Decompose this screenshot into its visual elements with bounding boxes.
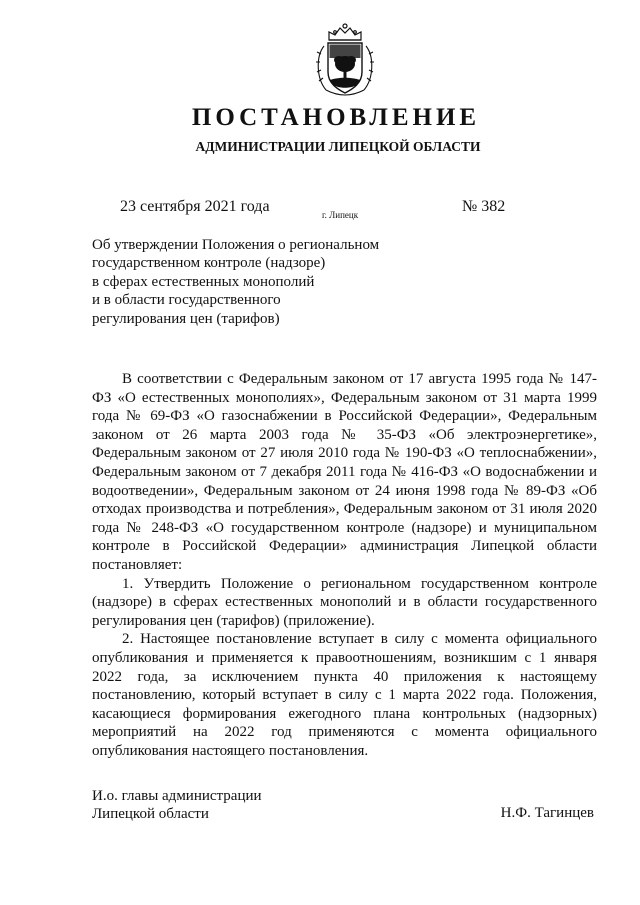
subject-line: в сферах естественных монополий bbox=[92, 273, 315, 290]
document-date: 23 сентября 2021 года bbox=[120, 198, 270, 215]
signatory-title-line: Липецкой области bbox=[92, 806, 209, 823]
subject-line: Об утверждении Положения о региональном bbox=[92, 237, 380, 253]
issuing-authority: АДМИНИСТРАЦИИ ЛИПЕЦКОЙ ОБЛАСТИ bbox=[195, 139, 481, 154]
body-paragraph: 1. Утвердить Положение о региональном государственном контроле (надзоре) в сферах естественных монополий и в области государственного регулирования цен (тарифов) (приложение). bbox=[92, 575, 597, 629]
signatory-title bbox=[92, 787, 262, 824]
document-number: № 382 bbox=[462, 198, 506, 215]
subject-line: регулирования цен (тарифов) bbox=[92, 310, 280, 327]
document-type-title: ПОСТАНОВЛЕНИЕ bbox=[191, 104, 481, 131]
lipetsk-coat-of-arms-icon bbox=[312, 20, 378, 100]
signatory-title-line: И.о. главы администрации bbox=[92, 788, 262, 804]
signatory-name: Н.Ф. Тагинцев bbox=[500, 805, 594, 821]
subject-line: государственном контроле (надзоре) bbox=[92, 255, 326, 272]
document-subject bbox=[92, 236, 379, 328]
document-body bbox=[92, 370, 597, 760]
body-paragraph: В соответствии с Федеральным законом от 17 августа 1995 года № 147-ФЗ «О естественных монополиях», Федеральным законом от 31 марта 1999 года № 69-ФЗ «О газоснабжении в Российской Федерации», Федеральным законом от 26 марта 2003 года № 35-ФЗ «Об электроэнергетике», Федеральным законом от 27 июля 2010 года № 190-ФЗ «О теплоснабжении», Федеральным законом от 7 декабря 2011 года № 416-ФЗ «О водоснабжении и водоотведении», Федеральным законом от 24 июня 1998 года № 89-ФЗ «Об отходах производства и потребления», Федеральным законом от 31 июля 2020 года № 248-ФЗ «О государственном контроле (надзоре) и муниципальном контроле в Российской Федерации» администрация Липецкой области постановляет: bbox=[92, 371, 597, 573]
body-paragraph: 2. Настоящее постановление вступает в силу с момента официального опубликования и применяется к правоотношениям, возникшим с 1 января 2022 года, за исключением пункта 40 приложения к настоящему постановлению, который вступает в силу с 1 марта 2022 года. Положения, касающиеся формирования ежегодного плана контрольных (надзорных) мероприятий на 2022 год применяются с момента официального опубликования настоящего постановления. bbox=[92, 631, 597, 759]
document-city: г. Липецк bbox=[322, 210, 359, 220]
subject-line: и в области государственного bbox=[92, 292, 281, 309]
